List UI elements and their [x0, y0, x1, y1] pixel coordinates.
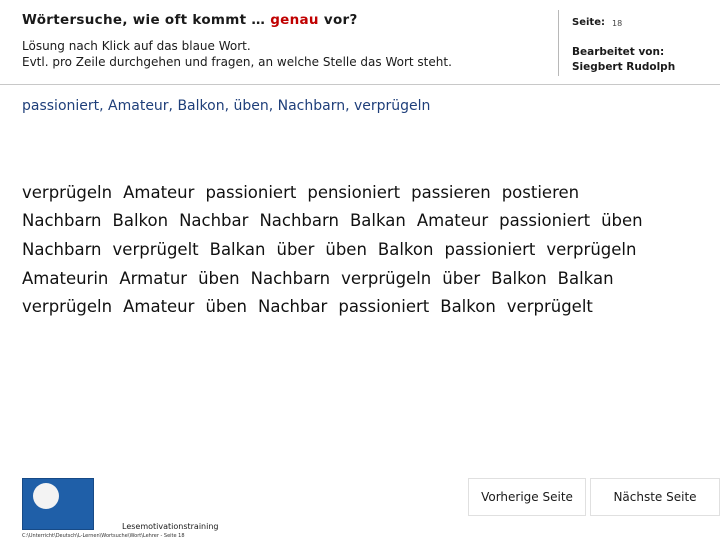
page-title	[22, 12, 358, 28]
title-text-start: Wörtersuche, wie oft kommt …	[22, 12, 271, 28]
grid-word: verprügelt	[506, 297, 593, 317]
grid-word: passioniert	[499, 211, 591, 231]
grid-word: über	[442, 268, 481, 288]
chef-hat-icon	[33, 483, 59, 509]
grid-word: Balkan	[349, 211, 406, 231]
grid-word: Nachbarn	[259, 211, 339, 231]
title-text-end: vor?	[318, 12, 358, 28]
grid-word: verprügelt	[112, 239, 199, 259]
grid-word: Nachbar	[179, 211, 249, 231]
grid-word: Balkan	[209, 239, 266, 259]
page-number: 18	[612, 19, 623, 28]
grid-word: Amateur	[123, 182, 195, 202]
grid-word: verprügeln	[341, 268, 432, 288]
grid-word: passioniert	[205, 182, 297, 202]
grid-word: Balkon	[112, 211, 169, 231]
grid-word: üben	[325, 239, 367, 259]
grid-word: verprügeln	[546, 239, 637, 259]
grid-word: Balkon	[377, 239, 434, 259]
logo	[22, 478, 94, 530]
grid-word: üben	[205, 297, 247, 317]
grid-word: Balkon	[440, 297, 496, 317]
grid-word: Amateur	[416, 211, 489, 231]
word-row	[22, 264, 712, 293]
grid-word: Balkan	[557, 268, 614, 288]
next-page-button[interactable]: Nächste Seite	[590, 478, 720, 516]
file-path: C:\Unterricht\Deutsch\L-Lernen\Wortsuche\Wort\Lehrer - Seite 18	[22, 533, 185, 539]
grid-word: Amateurin	[22, 268, 109, 288]
grid-word: Nachbar	[257, 297, 328, 317]
word-row	[22, 235, 712, 264]
page-label: Seite:	[572, 17, 605, 28]
grid-word: postieren	[501, 182, 580, 202]
header-divider	[558, 10, 559, 76]
instruction-line-2: Evtl. pro Zeile durchgehen und fragen, an welche Stelle das Wort steht.	[22, 55, 452, 69]
target-word-list: passioniert, Amateur, Balkon, üben, Nachbarn, verprügeln	[22, 98, 431, 114]
grid-word: pensioniert	[307, 182, 401, 202]
training-label: Lesemotivationstraining	[122, 522, 219, 531]
grid-word: Nachbarn	[250, 268, 331, 288]
grid-word: üben	[198, 268, 240, 288]
grid-word: passieren	[411, 182, 491, 202]
word-row	[22, 292, 712, 321]
grid-word: Amateur	[123, 297, 195, 317]
grid-word: verprügeln	[22, 182, 113, 202]
title-highlight: genau	[270, 12, 319, 28]
grid-word: passioniert	[338, 297, 430, 317]
edited-by-name: Siegbert Rudolph	[572, 61, 676, 73]
grid-word: Nachbarn	[22, 211, 102, 231]
edited-by-label: Bearbeitet von:	[572, 46, 665, 58]
previous-page-button[interactable]: Vorherige Seite	[468, 478, 586, 516]
header-rule	[0, 84, 720, 85]
grid-word: üben	[601, 211, 643, 231]
word-row	[22, 178, 712, 207]
grid-word: Nachbarn	[22, 239, 102, 259]
grid-word: über	[276, 239, 315, 259]
instruction-line-1: Lösung nach Klick auf das blaue Wort.	[22, 39, 251, 53]
word-grid	[22, 178, 712, 321]
grid-word: Balkon	[491, 268, 547, 288]
grid-word: passioniert	[444, 239, 536, 259]
word-row	[22, 207, 712, 236]
grid-word: Armatur	[119, 268, 188, 288]
grid-word: verprügeln	[22, 297, 113, 317]
